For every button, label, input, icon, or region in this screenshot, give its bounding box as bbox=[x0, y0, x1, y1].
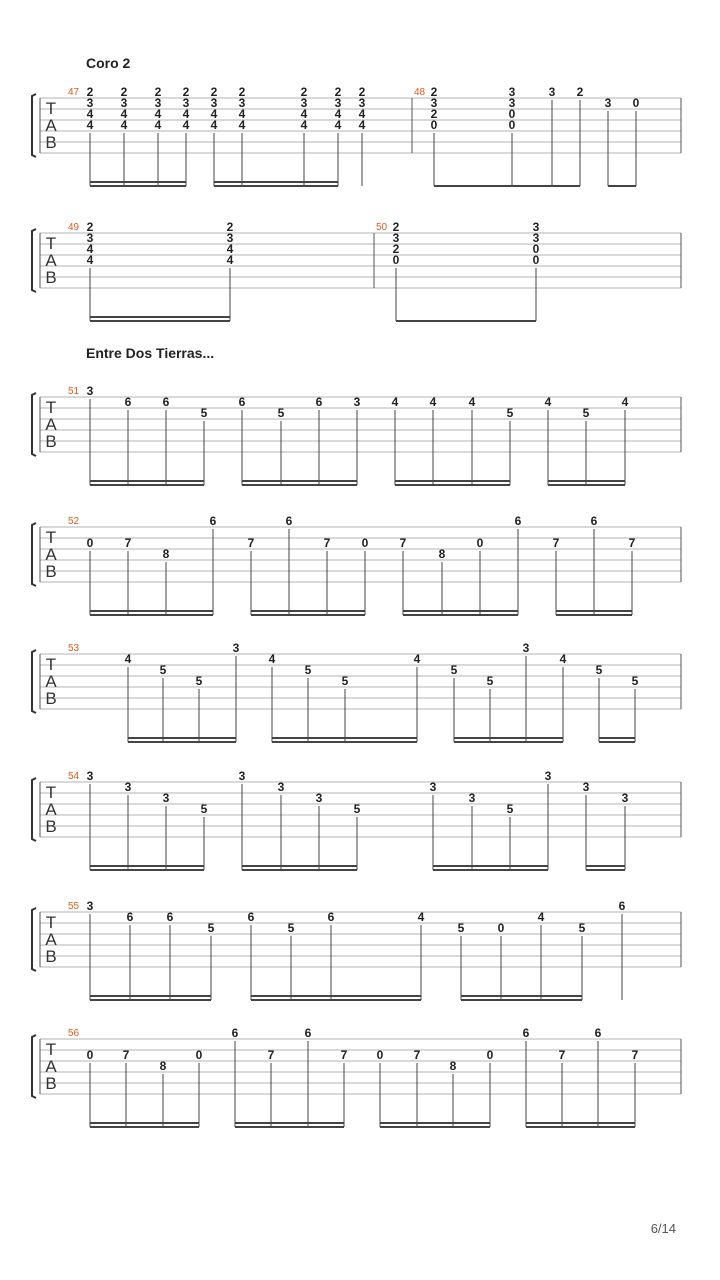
fret-number: 4 bbox=[358, 118, 366, 132]
fret-number: 7 bbox=[267, 1048, 275, 1062]
fret-number: 4 bbox=[413, 652, 421, 666]
tab-clef-letter: A bbox=[45, 930, 57, 949]
fret-number: 6 bbox=[327, 910, 335, 924]
fret-number: 3 bbox=[532, 220, 540, 234]
fret-number: 4 bbox=[86, 242, 94, 256]
fret-number: 7 bbox=[399, 536, 407, 550]
tab-clef-letter: B bbox=[45, 817, 57, 836]
tab-clef-letter: B bbox=[45, 689, 57, 708]
tab-clef-letter: B bbox=[45, 432, 57, 451]
fret-number: 8 bbox=[162, 547, 170, 561]
fret-number: 3 bbox=[232, 641, 240, 655]
fret-number: 4 bbox=[559, 652, 567, 666]
fret-number: 2 bbox=[226, 220, 234, 234]
fret-number: 6 bbox=[231, 1026, 239, 1040]
fret-number: 3 bbox=[154, 96, 162, 110]
fret-number: 4 bbox=[417, 910, 425, 924]
fret-number: 6 bbox=[238, 395, 246, 409]
fret-number: 5 bbox=[207, 921, 215, 935]
fret-number: 2 bbox=[576, 85, 584, 99]
fret-number: 5 bbox=[450, 663, 458, 677]
fret-number: 3 bbox=[162, 791, 170, 805]
system-bracket bbox=[32, 94, 36, 157]
fret-number: 3 bbox=[334, 96, 342, 110]
fret-number: 5 bbox=[457, 921, 465, 935]
fret-number: 4 bbox=[210, 118, 218, 132]
tab-clef-letter: A bbox=[45, 800, 57, 819]
measure-number: 51 bbox=[68, 386, 80, 397]
fret-number: 2 bbox=[430, 107, 438, 121]
fret-number: 5 bbox=[195, 674, 203, 688]
fret-number: 5 bbox=[582, 406, 590, 420]
fret-number: 3 bbox=[621, 791, 629, 805]
tab-clef-letter: A bbox=[45, 251, 57, 270]
fret-number: 4 bbox=[334, 118, 342, 132]
fret-number: 4 bbox=[621, 395, 629, 409]
fret-number: 3 bbox=[86, 384, 94, 398]
fret-number: 7 bbox=[552, 536, 560, 550]
fret-number: 4 bbox=[537, 910, 545, 924]
system-bracket bbox=[32, 229, 36, 292]
tab-clef-letter: A bbox=[45, 116, 57, 135]
fret-number: 7 bbox=[631, 1048, 639, 1062]
fret-number: 3 bbox=[604, 96, 612, 110]
fret-number: 4 bbox=[154, 118, 162, 132]
fret-number: 4 bbox=[358, 107, 366, 121]
fret-number: 2 bbox=[210, 85, 218, 99]
fret-number: 3 bbox=[532, 231, 540, 245]
measure-number: 49 bbox=[68, 222, 80, 233]
fret-number: 7 bbox=[628, 536, 636, 550]
fret-number: 3 bbox=[315, 791, 323, 805]
tab-clef-letter: B bbox=[45, 562, 57, 581]
fret-number: 3 bbox=[86, 231, 94, 245]
fret-number: 8 bbox=[438, 547, 446, 561]
measure-number: 52 bbox=[68, 516, 80, 527]
fret-number: 2 bbox=[392, 220, 400, 234]
fret-number: 0 bbox=[86, 1048, 94, 1062]
fret-number: 3 bbox=[277, 780, 285, 794]
fret-number: 6 bbox=[247, 910, 255, 924]
fret-number: 7 bbox=[124, 536, 132, 550]
fret-number: 4 bbox=[86, 118, 94, 132]
measure-number: 47 bbox=[68, 87, 80, 98]
tab-clef-letter: B bbox=[45, 268, 57, 287]
fret-number: 2 bbox=[86, 85, 94, 99]
fret-number: 6 bbox=[594, 1026, 602, 1040]
tab-clef-letter: T bbox=[45, 234, 57, 253]
page-number: 6/14 bbox=[650, 1221, 676, 1236]
section-title-entre-dos-tierras: Entre Dos Tierras... bbox=[86, 345, 215, 361]
fret-number: 3 bbox=[238, 769, 246, 783]
fret-number: 6 bbox=[126, 910, 134, 924]
fret-number: 3 bbox=[522, 641, 530, 655]
fret-number: 3 bbox=[300, 96, 308, 110]
tab-clef-letter: A bbox=[45, 1057, 57, 1076]
fret-number: 4 bbox=[238, 118, 246, 132]
fret-number: 0 bbox=[632, 96, 640, 110]
fret-number: 2 bbox=[238, 85, 246, 99]
system-bracket bbox=[32, 778, 36, 841]
fret-number: 4 bbox=[124, 652, 132, 666]
fret-number: 0 bbox=[497, 921, 505, 935]
fret-number: 6 bbox=[285, 514, 293, 528]
fret-number: 7 bbox=[340, 1048, 348, 1062]
fret-number: 4 bbox=[182, 107, 190, 121]
system-bracket bbox=[32, 650, 36, 713]
tab-clef-letter: A bbox=[45, 672, 57, 691]
fret-number: 4 bbox=[86, 107, 94, 121]
fret-number: 5 bbox=[353, 802, 361, 816]
fret-number: 6 bbox=[209, 514, 217, 528]
fret-number: 0 bbox=[486, 1048, 494, 1062]
system-bracket bbox=[32, 393, 36, 456]
fret-number: 0 bbox=[508, 107, 516, 121]
tab-clef-letter: T bbox=[45, 655, 57, 674]
fret-number: 3 bbox=[392, 231, 400, 245]
fret-number: 4 bbox=[226, 242, 234, 256]
fret-number: 6 bbox=[514, 514, 522, 528]
fret-number: 2 bbox=[300, 85, 308, 99]
fret-number: 7 bbox=[122, 1048, 130, 1062]
fret-number: 0 bbox=[86, 536, 94, 550]
fret-number: 5 bbox=[506, 406, 514, 420]
tab-clef-letter: B bbox=[45, 947, 57, 966]
fret-number: 2 bbox=[120, 85, 128, 99]
fret-number: 4 bbox=[120, 107, 128, 121]
fret-number: 8 bbox=[159, 1059, 167, 1073]
fret-number: 3 bbox=[182, 96, 190, 110]
system-bracket bbox=[32, 523, 36, 586]
tab-clef-letter: A bbox=[45, 545, 57, 564]
fret-number: 4 bbox=[120, 118, 128, 132]
fret-number: 5 bbox=[159, 663, 167, 677]
fret-number: 2 bbox=[430, 85, 438, 99]
fret-number: 3 bbox=[86, 899, 94, 913]
fret-number: 3 bbox=[124, 780, 132, 794]
fret-number: 4 bbox=[544, 395, 552, 409]
fret-number: 6 bbox=[618, 899, 626, 913]
fret-number: 8 bbox=[449, 1059, 457, 1073]
system-bracket bbox=[32, 1035, 36, 1098]
fret-number: 0 bbox=[532, 253, 540, 267]
fret-number: 5 bbox=[506, 802, 514, 816]
fret-number: 4 bbox=[300, 107, 308, 121]
tab-clef-letter: T bbox=[45, 1040, 57, 1059]
fret-number: 0 bbox=[361, 536, 369, 550]
fret-number: 2 bbox=[358, 85, 366, 99]
section-title-coro-2: Coro 2 bbox=[86, 55, 131, 71]
fret-number: 4 bbox=[268, 652, 276, 666]
fret-number: 4 bbox=[468, 395, 476, 409]
measure-number: 56 bbox=[68, 1028, 80, 1039]
fret-number: 7 bbox=[558, 1048, 566, 1062]
fret-number: 0 bbox=[376, 1048, 384, 1062]
fret-number: 5 bbox=[200, 406, 208, 420]
fret-number: 4 bbox=[182, 118, 190, 132]
fret-number: 4 bbox=[334, 107, 342, 121]
fret-number: 3 bbox=[468, 791, 476, 805]
fret-number: 3 bbox=[548, 85, 556, 99]
system-bracket bbox=[32, 908, 36, 971]
fret-number: 3 bbox=[120, 96, 128, 110]
fret-number: 3 bbox=[226, 231, 234, 245]
tab-clef-letter: T bbox=[45, 783, 57, 802]
fret-number: 6 bbox=[124, 395, 132, 409]
tab-clef-letter: T bbox=[45, 913, 57, 932]
fret-number: 5 bbox=[277, 406, 285, 420]
fret-number: 3 bbox=[210, 96, 218, 110]
fret-number: 5 bbox=[200, 802, 208, 816]
fret-number: 5 bbox=[595, 663, 603, 677]
fret-number: 2 bbox=[334, 85, 342, 99]
fret-number: 6 bbox=[304, 1026, 312, 1040]
tab-clef-letter: B bbox=[45, 1074, 57, 1093]
fret-number: 3 bbox=[429, 780, 437, 794]
fret-number: 2 bbox=[392, 242, 400, 256]
fret-number: 4 bbox=[154, 107, 162, 121]
fret-number: 6 bbox=[166, 910, 174, 924]
fret-number: 3 bbox=[86, 96, 94, 110]
tab-clef-letter: A bbox=[45, 415, 57, 434]
fret-number: 3 bbox=[582, 780, 590, 794]
fret-number: 2 bbox=[182, 85, 190, 99]
fret-number: 3 bbox=[238, 96, 246, 110]
measure-number: 55 bbox=[68, 901, 80, 912]
fret-number: 6 bbox=[315, 395, 323, 409]
fret-number: 4 bbox=[226, 253, 234, 267]
fret-number: 3 bbox=[86, 769, 94, 783]
measure-number: 50 bbox=[376, 222, 388, 233]
fret-number: 2 bbox=[154, 85, 162, 99]
tab-clef-letter: T bbox=[45, 99, 57, 118]
fret-number: 6 bbox=[522, 1026, 530, 1040]
fret-number: 0 bbox=[430, 118, 438, 132]
fret-number: 4 bbox=[86, 253, 94, 267]
fret-number: 2 bbox=[86, 220, 94, 234]
fret-number: 4 bbox=[391, 395, 399, 409]
fret-number: 7 bbox=[413, 1048, 421, 1062]
fret-number: 5 bbox=[486, 674, 494, 688]
fret-number: 3 bbox=[358, 96, 366, 110]
fret-number: 0 bbox=[476, 536, 484, 550]
fret-number: 3 bbox=[353, 395, 361, 409]
fret-number: 4 bbox=[210, 107, 218, 121]
fret-number: 3 bbox=[430, 96, 438, 110]
fret-number: 0 bbox=[392, 253, 400, 267]
fret-number: 0 bbox=[195, 1048, 203, 1062]
measure-number: 53 bbox=[68, 643, 80, 654]
fret-number: 3 bbox=[508, 85, 516, 99]
fret-number: 5 bbox=[304, 663, 312, 677]
fret-number: 4 bbox=[429, 395, 437, 409]
fret-number: 5 bbox=[578, 921, 586, 935]
fret-number: 5 bbox=[287, 921, 295, 935]
fret-number: 7 bbox=[247, 536, 255, 550]
fret-number: 7 bbox=[323, 536, 331, 550]
fret-number: 6 bbox=[590, 514, 598, 528]
measure-number: 48 bbox=[414, 87, 426, 98]
fret-number: 4 bbox=[300, 118, 308, 132]
measure-number: 54 bbox=[68, 771, 80, 782]
fret-number: 0 bbox=[532, 242, 540, 256]
fret-number: 5 bbox=[631, 674, 639, 688]
tab-clef-letter: T bbox=[45, 528, 57, 547]
tab-clef-letter: T bbox=[45, 398, 57, 417]
fret-number: 5 bbox=[341, 674, 349, 688]
tab-clef-letter: B bbox=[45, 133, 57, 152]
fret-number: 3 bbox=[544, 769, 552, 783]
fret-number: 4 bbox=[238, 107, 246, 121]
fret-number: 0 bbox=[508, 118, 516, 132]
fret-number: 3 bbox=[508, 96, 516, 110]
fret-number: 6 bbox=[162, 395, 170, 409]
